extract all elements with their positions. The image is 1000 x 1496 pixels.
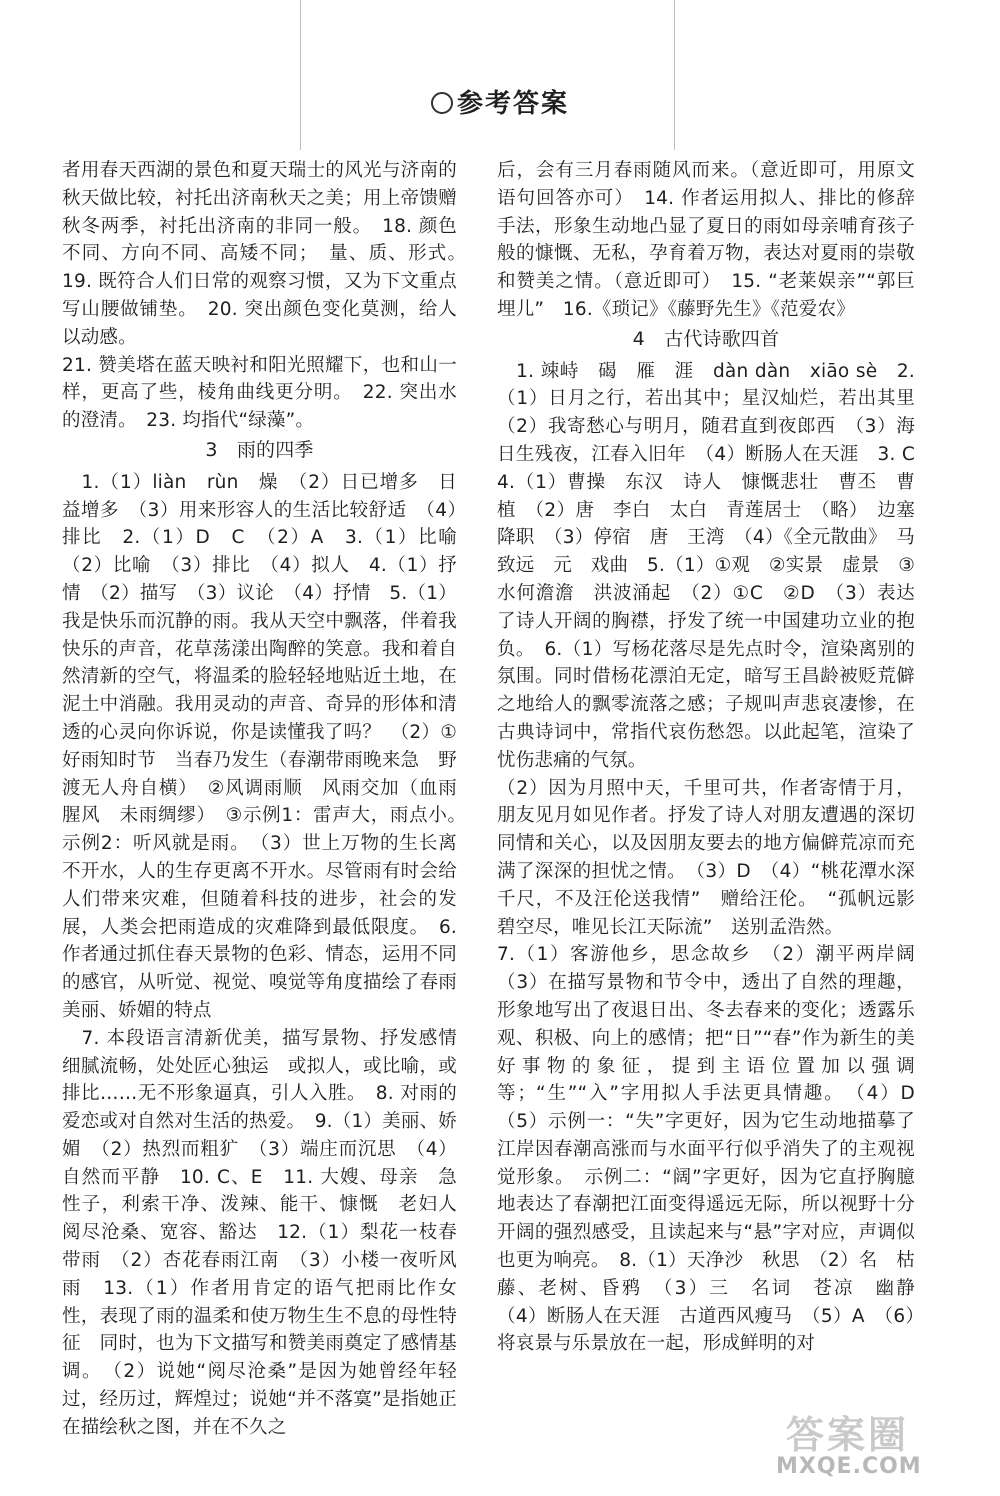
paragraph: 7. 本段语言清新优美，描写景物、抒发感情细腻流畅，处处匠心独运 或拟人，或比喻，或排比……无不形象逼真，引人入胜。 8. 对雨的爱恋或对自然对生活的热爱。 9.（1）美丽、娇媚 （2）热烈而粗犷 （3）端庄而沉思 （4）自然而平静 10. C、E 11. 大嫂、母亲 急性子，利索干净、泼辣、能干、慷慨 老妇人 阅尽沧桑、宽容、豁达 12.（1）梨花一枝春带雨 （2）杏花春雨江南 （3）小楼一夜听风雨 13.（1）作者用肯定的语气把雨比作女性，表现了雨的温柔和使万物生生不息的母性特征 同时，也为下文描写和赞美雨奠定了感情基调。 （2）说她“阅尽沧桑”是因为她曾经年轻过，经历过，辉煌过；说她“并不落寞”是指她正在描绘秋之图，并在不久之: [62, 1027, 476, 1438]
paragraph: 7.（1）客游他乡，思念故乡 （2）潮平两岸阔 （3）在描写景物和节令中，透出了自然的理趣，形象地写出了夜退日出、冬去春来的变化；透露乐观、积极、向上的感情；把“日”“春”作为新生的美好事物的象征，提到主语位置加以强调等；“生”“入”字用拟人手法更具情趣。 （4）D （5）示例一：“失”字更好，因为它生动地描摹了江岸因春潮高涨而与水面平行似乎消失了的主观视觉形象。 示例二：“阔”字更好，因为它直抒胸臆地表达了春潮把江面变得遥远无际，所以视野十分开阔的强烈感受，且读起来与“悬”字对应，声调似也更为响亮。 8.（1）天净沙 秋思 （2）名 枯藤、老树、昏鸦 （3）三 名词 苍凉 幽静 （4）断肠人在天涯 古道西风瘦马 （5）A （6）将哀景与乐景放在一起，形成鲜明的对: [497, 944, 934, 1355]
paragraph: （2）因为月照中天，千里可共，作者寄情于月，朋友见月如见作者。抒发了诗人对朋友遭遇的深切同情和关心，以及因朋友要去的地方偏僻荒凉而充满了深深的担忧之情。 （3）D （4）“桃花潭水深千尺，不及汪伦送我情” 赠给汪伦。 “孤帆远影碧空尽，唯见长江天际流” 送别孟浩然。: [497, 777, 915, 938]
paragraph: 者用春天西湖的景色和夏天瑞士的风光与济南的秋天做比较，衬托出济南秋天之美；用上帝馈赠秋冬两季，衬托出济南的非同一般。 18. 颜色不同、方向不同、高矮不同； 量、质、形式。 19. 既符合人们日常的观察习惯，又为下文重点写山腰做铺垫。 20. 突出颜色变化莫测，给人以动感。: [62, 160, 476, 348]
paragraph: 后，会有三月春雨随风而来。（意近即可，用原文语句回答亦可） 14. 作者运用拟人、排比的修辞手法，形象生动地凸显了夏日的雨如母亲哺育孩子般的慷慨、无私，孕育着万物，表达对夏雨的崇敬和赞美之情。（意近即可） 15. “老莱娱亲”“郭巨埋儿” 16.《琐记》《藤野先生》《范爱农》: [497, 160, 915, 320]
watermark-url: MXQE.COM: [776, 1454, 922, 1479]
paragraph: 21. 赞美塔在蓝天映衬和阳光照耀下，也和山一样，更高了些，棱角曲线更分明。 22. 突出水的澄清。 23. 均指代“绿藻”。: [62, 354, 457, 432]
paragraph: 1. 竦峙 碣 雁 涯 dàn dàn xiāo sè 2.（1）日月之行，若出其中；星汉灿烂，若出其里 （2）我寄愁心与明月，随君直到夜郎西 （3）海日生残夜，江春入旧年 （4）断肠人在天涯 3. C 4.（1）曹操 东汉 诗人 慷慨悲壮 曹丕 曹植 （2）唐 李白 太白 青莲居士 （略） 边塞 降职 （3）停宿 唐 王湾 （4）《全元散曲》 马致远 元 戏曲 5.（1）①观 ②实景 虚景 ③水何澹澹 洪波涌起 （2）①C ②D （3）表达了诗人开阔的胸襟，抒发了统一中国建功立业的抱负。 6.（1）写杨花落尽是先点时令，渲染离别的氛围。同时借杨花漂泊无定，暗写王昌龄被贬荒僻之地给人的飘零流落之感；子规叫声悲哀凄惨，在古典诗词中，常指代哀伤愁怨。以此起笔，渲染了忧伤悲痛的气氛。: [497, 360, 934, 771]
header-ornament-icon: [431, 92, 453, 114]
watermark-logo: [766, 1404, 986, 1484]
right-column: [497, 157, 934, 1358]
left-column: [62, 157, 476, 1442]
section-title: 3 雨的四季: [205, 438, 314, 461]
watermark-text: 答案圈: [786, 1412, 910, 1457]
paragraph: 1.（1）liàn rùn 燥 （2）日已增多 日益增多 （3）用来形容人的生活比较舒适 （4）排比 2.（1）D C （2）A 3.（1）比喻 （2）比喻 （3）排比 （4）拟人 4.（1）抒情 （2）描写 （3）议论 （4）抒情 5.（1）我是快乐而沉静的雨。我从天空中飘落，伴着我快乐的声音，花草荡漾出陶醉的笑意。我和着自然清新的空气，将温柔的脸轻轻地贴近土地，在泥土中消融。我用灵动的声音、奇异的形体和清透的心灵向你诉说，你是读懂我了吗？ （2）①好雨知时节 当春乃发生（春潮带雨晚来急 野渡无人舟自横） ②风调雨顺 风雨交加（血雨腥风 未雨绸缪） ③示例1：雷声大，雨点小。 示例2：听风就是雨。 （3）世上万物的生长离不开水，人的生存更离不开水。尽管雨有时会给人们带来灾难，但随着科技的进步，社会的发展，人类会把雨造成的灾难降到最低限度。 6. 作者通过抓住春天景物的色彩、情态，运用不同的感官，从听觉、视觉、嗅觉等角度描绘了春雨美丽、娇媚的特点: [62, 471, 476, 1021]
page-fold-line-left: [300, 0, 301, 150]
page-fold-line-right: [674, 0, 675, 150]
page-header: [0, 83, 1000, 120]
section-title: 4 古代诗歌四首: [632, 327, 780, 350]
header-title: 参考答案: [456, 89, 569, 119]
